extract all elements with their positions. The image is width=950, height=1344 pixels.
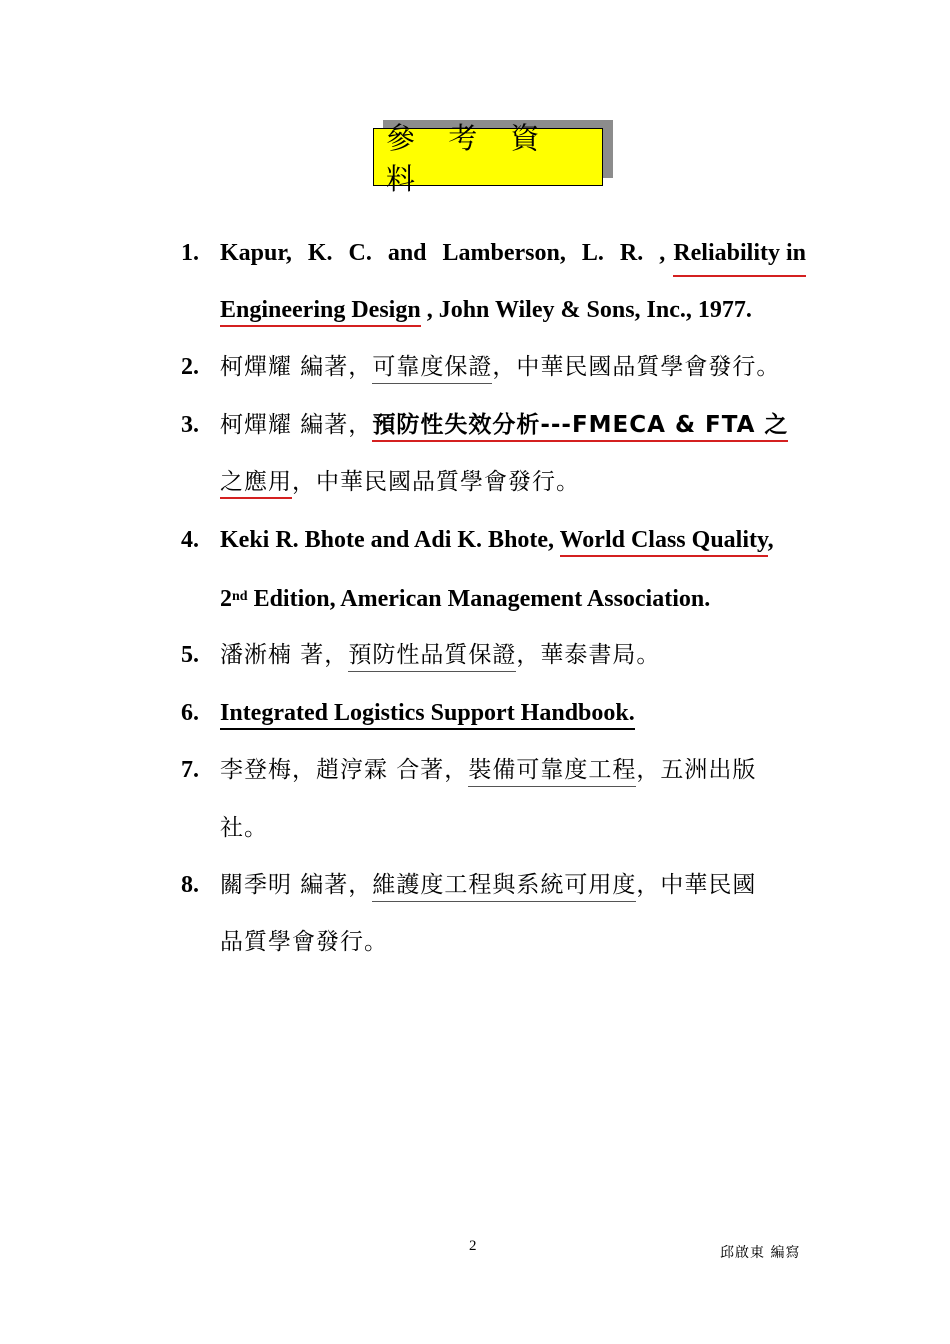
reference-publisher: Edition, American Management Association. (247, 586, 711, 612)
reference-number: 6. (181, 700, 199, 726)
reference-book-title: 預防性品質保證 (348, 642, 516, 672)
reference-book-title: World Class Quality (560, 527, 768, 557)
reference-text (220, 233, 806, 273)
reference-number: 1. (181, 240, 199, 266)
reference-number: 8. (181, 872, 199, 898)
reference-book-title: Reliability in (673, 233, 806, 277)
reference-text (220, 290, 752, 330)
reference-authors: 柯燀耀 編著， (220, 354, 373, 380)
reference-book-title: 可靠度保證 (372, 354, 492, 384)
author-credit: 邱啟東 編寫 (720, 1245, 801, 1261)
reference-number: 2. (181, 354, 199, 380)
reference-text (220, 577, 710, 619)
reference-number: 4. (181, 527, 199, 553)
reference-publisher: , John Wiley & Sons, Inc., 1977. (420, 297, 752, 323)
comma: , (767, 527, 774, 553)
reference-text (220, 405, 788, 445)
page-number: 2 (469, 1238, 477, 1254)
reference-text (220, 347, 780, 387)
reference-text: 社。 (220, 815, 268, 841)
reference-authors: Keki R. Bhote and Adi K. Bhote, (220, 527, 560, 553)
page-title: 參 考 資 料 (373, 128, 603, 186)
reference-publisher: ，華泰書局。 (516, 642, 661, 668)
reference-publisher: ，中華民國品質學會發行。 (292, 469, 580, 495)
reference-text (220, 693, 635, 733)
reference-authors: Kapur, K. C. and Lamberson, L. R. , (220, 240, 666, 266)
reference-authors: 潘淅楠 著， (220, 642, 349, 668)
reference-text (220, 865, 756, 905)
reference-text (220, 462, 580, 502)
reference-number: 5. (181, 642, 199, 668)
reference-number: 3. (181, 412, 199, 438)
reference-book-title: 之應用 (220, 469, 292, 499)
reference-text: 品質學會發行。 (220, 929, 388, 955)
reference-text (220, 750, 756, 790)
reference-book-title: Integrated Logistics Support Handbook. (220, 700, 635, 730)
reference-book-title: 裝備可靠度工程 (468, 757, 636, 787)
reference-publisher: ，中華民國品質學會發行。 (492, 354, 781, 380)
reference-book-title: 預防性失效分析---FMECA & FTA 之 (372, 412, 788, 442)
edition-suffix: nd (232, 589, 248, 604)
reference-authors: 關季明 編著， (220, 872, 373, 898)
reference-text (220, 520, 774, 560)
reference-book-title: 維護度工程與系統可用度 (372, 872, 636, 902)
edition-number: 2 (220, 586, 232, 612)
reference-book-title: Engineering Design (220, 297, 421, 327)
reference-publisher: ，五洲出版 (636, 757, 757, 783)
reference-publisher: ，中華民國 (636, 872, 757, 898)
reference-authors: 柯燀耀 編著， (220, 412, 373, 438)
reference-number: 7. (181, 757, 199, 783)
reference-text (220, 635, 660, 675)
reference-authors: 李登梅，趙涥霖 合著， (220, 757, 469, 783)
